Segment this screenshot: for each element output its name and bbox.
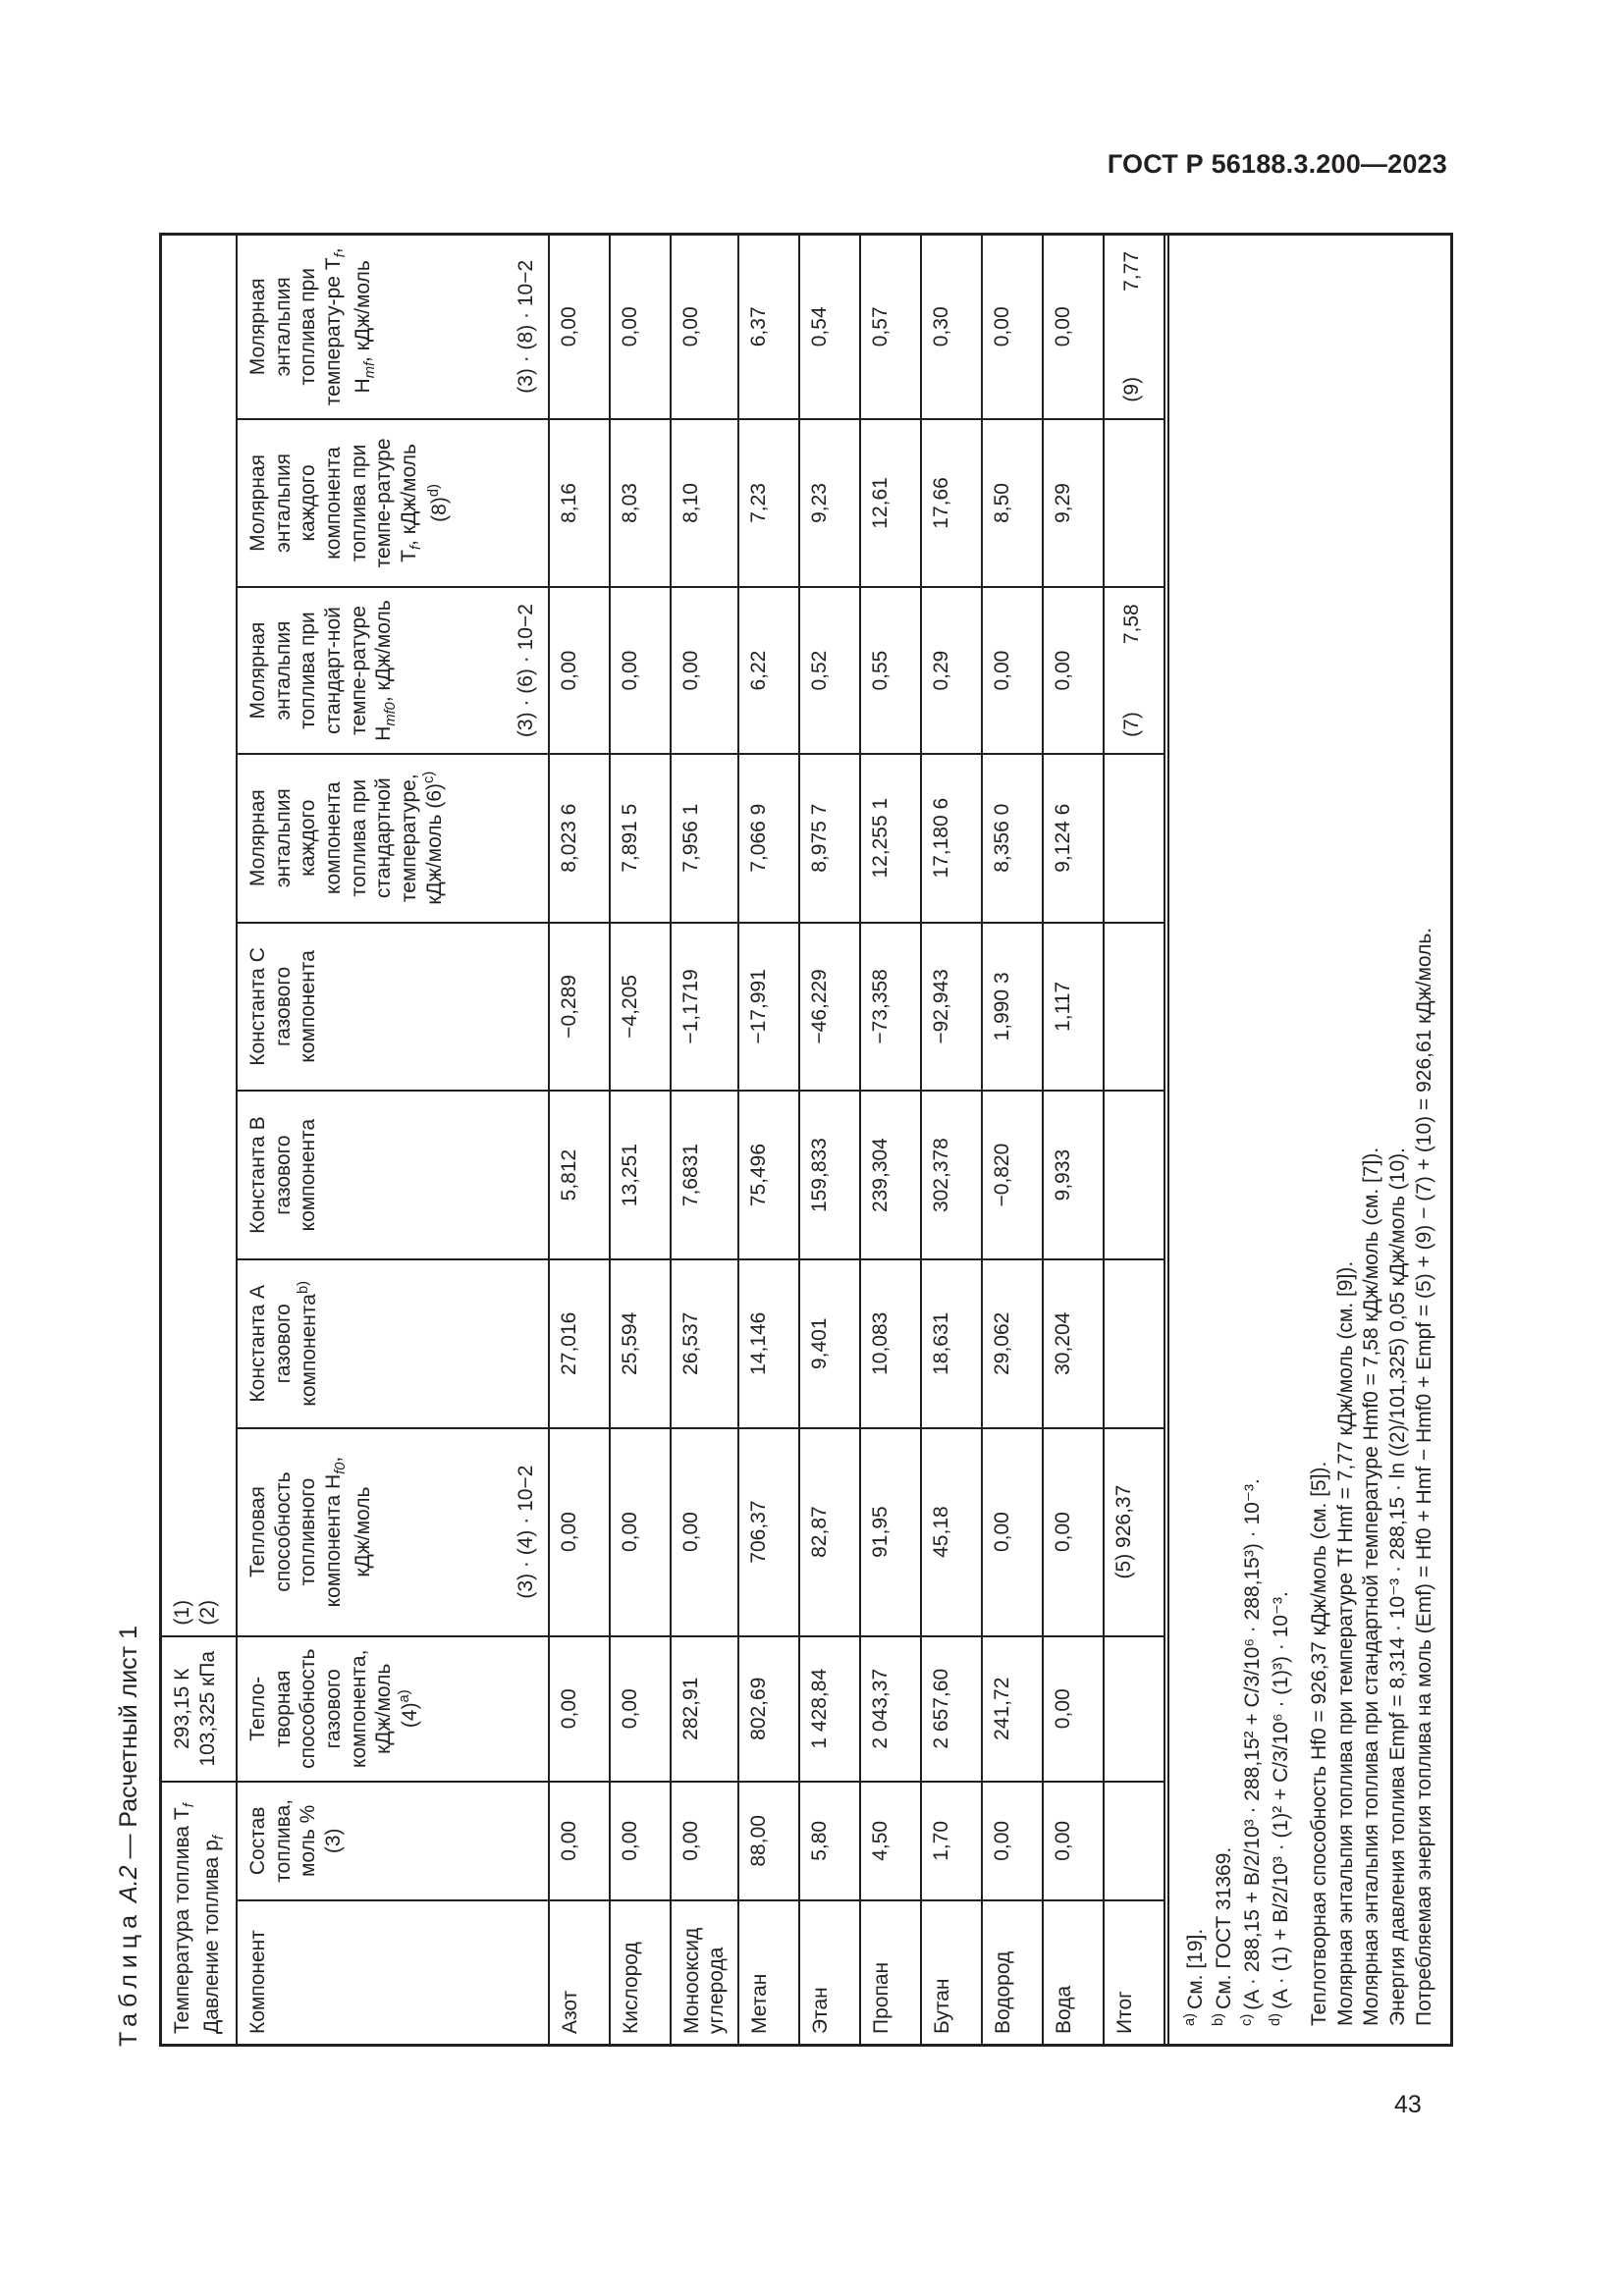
cell-enthalpy-std-fuel: 0,00 xyxy=(671,587,737,754)
cell-empty xyxy=(1104,419,1164,588)
cell-enthalpy-std-fuel: 0,00 xyxy=(610,587,671,754)
cell-component: Пропан xyxy=(860,1900,921,2044)
table-row xyxy=(738,236,799,2044)
cell-empty xyxy=(1104,1782,1164,1900)
cell-enthalpy-tf-component: 7,23 xyxy=(738,419,799,588)
cell-constant-b: 75,496 xyxy=(738,1091,799,1259)
cell-enthalpy-tf-component: 12,61 xyxy=(860,419,921,588)
cell-constant-c: −92,943 xyxy=(921,923,982,1092)
cell-calorific-value: 282,91 xyxy=(671,1636,737,1782)
col-header-constant-c: Константа С газового компонента xyxy=(237,923,549,1092)
cell-component: Вода xyxy=(1043,1900,1104,2044)
col-header-composition: Состав топлива, моль % (3) xyxy=(237,1782,549,1900)
cell-composition: 0,00 xyxy=(549,1782,610,1900)
cell-total-label: Итог xyxy=(1104,1900,1164,2044)
cell-heat-capacity: 82,87 xyxy=(799,1428,860,1636)
footnote-c: $^{c)}$(A · 288,15 + B/2/10³ · 288,15² + C/3/10⁶ · 288,15³) · 10⁻³. xyxy=(1238,1478,1264,2026)
cell-enthalpy-std-component: 7,956 1 xyxy=(671,754,737,923)
cell-enthalpy-tf-component: 8,03 xyxy=(610,419,671,588)
cell-constant-a: 30,204 xyxy=(1043,1259,1104,1428)
conditions-values: 293,15 К 103,325 кПа xyxy=(162,1636,237,1782)
col-header-enthalpy-tf-fuel: Молярная энтальпия топлива при температу-ре $T_f$, $H_{mf}$, кДж/моль (3) · (8) · 10−2 xyxy=(237,236,549,419)
col-header-constant-b: Константа В газового компонента xyxy=(237,1091,549,1259)
cell-enthalpy-std-component: 12,255 1 xyxy=(860,754,921,923)
cell-calorific-value: 0,00 xyxy=(549,1636,610,1782)
table-notes xyxy=(1167,236,1450,2044)
cell-constant-c: −17,991 xyxy=(738,923,799,1092)
cell-calorific-value: 241,72 xyxy=(982,1636,1043,1782)
result-enthalpy-tf: Молярная энтальпия топлива при температуре Tf Hmf = 7,77 кДж/моль (см. [9]). xyxy=(1333,1260,1357,2026)
cell-constant-a: 18,631 xyxy=(921,1259,982,1428)
cell-empty xyxy=(1104,923,1164,1092)
cell-constant-c: −0,289 xyxy=(549,923,610,1092)
cell-enthalpy-tf-component: 17,66 xyxy=(921,419,982,588)
document-code: ГОСТ Р 56188.3.200—2023 xyxy=(1107,149,1447,179)
cell-constant-c: −4,205 xyxy=(610,923,671,1092)
cell-constant-c: 1,990 3 xyxy=(982,923,1043,1092)
table-row xyxy=(1043,236,1104,2044)
cell-calorific-value: 802,69 xyxy=(738,1636,799,1782)
table-row xyxy=(982,236,1043,2044)
table-row xyxy=(860,236,921,2044)
cell-composition: 88,00 xyxy=(738,1782,799,1900)
cell-constant-a: 10,083 xyxy=(860,1259,921,1428)
cell-composition: 0,00 xyxy=(610,1782,671,1900)
cell-enthalpy-std-component: 7,891 5 xyxy=(610,754,671,923)
caption-dash: — xyxy=(115,1834,142,1859)
result-pressure-energy: Энергия давления топлива Empf = 8,314 · 10⁻³ · 288,15 · ln ((2)/101,325) 0,05 кДж/моль (10). xyxy=(1386,1148,1410,2026)
cell-component: Азот xyxy=(549,1900,610,2044)
cell-constant-a: 27,016 xyxy=(549,1259,610,1428)
cell-heat-capacity: 45,18 xyxy=(921,1428,982,1636)
cell-enthalpy-std-component: 9,124 6 xyxy=(1043,754,1104,923)
page-number: 43 xyxy=(1394,2091,1422,2118)
table-row xyxy=(610,236,671,2044)
table-row xyxy=(671,236,737,2044)
cell-heat-capacity: 0,00 xyxy=(1043,1428,1104,1636)
col-header-constant-a: Константа А газового компонента$^{b)}$ xyxy=(237,1259,549,1428)
cell-heat-capacity: 0,00 xyxy=(671,1428,737,1636)
cell-empty xyxy=(1104,1636,1164,1782)
cell-constant-c: −1,1719 xyxy=(671,923,737,1092)
cell-calorific-value: 2 657,60 xyxy=(921,1636,982,1782)
cell-total-heat-capacity: (5) 926,37 xyxy=(1104,1428,1164,1636)
cell-composition: 5,80 xyxy=(799,1782,860,1900)
cell-constant-b: −0,820 xyxy=(982,1091,1043,1259)
footnote-a: $^{a)}$См. [19]. xyxy=(1182,1928,1208,2026)
cell-constant-a: 14,146 xyxy=(738,1259,799,1428)
col-header-component: Компонент xyxy=(237,1900,549,2044)
cell-calorific-value: 0,00 xyxy=(610,1636,671,1782)
cell-enthalpy-tf-component: 9,23 xyxy=(799,419,860,588)
cell-composition: 4,50 xyxy=(860,1782,921,1900)
calculation-table-frame xyxy=(159,233,1453,2047)
col-header-calorific-value: Тепло-творная способность газового компонента, кДж/моль $(4)^{a)}$ xyxy=(237,1636,549,1782)
caption-title: Расчетный лист 1 xyxy=(115,1626,142,1828)
cell-enthalpy-std-fuel: 0,29 xyxy=(921,587,982,754)
cell-enthalpy-std-component: 8,023 6 xyxy=(549,754,610,923)
cell-component: Монооксид углерода xyxy=(671,1900,737,2044)
cell-enthalpy-tf-fuel: 0,00 xyxy=(1043,236,1104,419)
cell-constant-b: 7,6831 xyxy=(671,1091,737,1259)
cell-total-enthalpy-tf: (9) 7,77 xyxy=(1104,236,1164,419)
calculation-table xyxy=(162,236,1165,2044)
col-header-heat-capacity: Тепловая способность топливного компонента $H_{f0}$, кДж/моль (3) · (4) · 10−2 xyxy=(237,1428,549,1636)
cell-enthalpy-std-fuel: 0,52 xyxy=(799,587,860,754)
cell-enthalpy-std-component: 8,975 7 xyxy=(799,754,860,923)
cell-constant-b: 302,378 xyxy=(921,1091,982,1259)
table-row xyxy=(921,236,982,2044)
cell-component: Этан xyxy=(799,1900,860,2044)
cell-heat-capacity: 706,37 xyxy=(738,1428,799,1636)
cell-composition: 1,70 xyxy=(921,1782,982,1900)
cell-constant-b: 239,304 xyxy=(860,1091,921,1259)
column-header-row xyxy=(237,236,549,2044)
cell-empty xyxy=(1104,754,1164,923)
table-row xyxy=(549,236,610,2044)
footnote-b: $^{b)}$См. ГОСТ 31369. xyxy=(1211,1846,1235,2026)
cell-enthalpy-tf-fuel: 0,00 xyxy=(671,236,737,419)
cell-heat-capacity: 0,00 xyxy=(549,1428,610,1636)
cell-enthalpy-tf-component: 8,10 xyxy=(671,419,737,588)
cell-enthalpy-tf-fuel: 0,30 xyxy=(921,236,982,419)
cell-enthalpy-std-fuel: 0,00 xyxy=(549,587,610,754)
cell-constant-b: 159,833 xyxy=(799,1091,860,1259)
cell-calorific-value: 1 428,84 xyxy=(799,1636,860,1782)
cell-enthalpy-tf-component: 8,16 xyxy=(549,419,610,588)
caption-number: А.2 xyxy=(115,1865,142,1903)
cell-enthalpy-tf-component: 9,29 xyxy=(1043,419,1104,588)
cell-component: Метан xyxy=(738,1900,799,2044)
cell-constant-a: 9,401 xyxy=(799,1259,860,1428)
cell-enthalpy-std-component: 17,180 6 xyxy=(921,754,982,923)
col-header-enthalpy-std-fuel: Молярная энтальпия топлива при стандарт-ной темпе-ратуре $H_{mf0}$, кДж/моль (3) · (6) · 10−2 xyxy=(237,587,549,754)
cell-composition: 0,00 xyxy=(1043,1782,1104,1900)
table-row xyxy=(799,236,860,2044)
conditions-row xyxy=(162,236,237,2044)
cell-composition: 0,00 xyxy=(982,1782,1043,1900)
total-row xyxy=(1104,236,1164,2044)
conditions-refs: (1) (2) xyxy=(162,236,237,1636)
cell-constant-a: 29,062 xyxy=(982,1259,1043,1428)
cell-enthalpy-std-fuel: 0,55 xyxy=(860,587,921,754)
cell-heat-capacity: 0,00 xyxy=(610,1428,671,1636)
caption-prefix: Таблица xyxy=(115,1908,142,2047)
cell-enthalpy-std-component: 8,356 0 xyxy=(982,754,1043,923)
cell-constant-b: 5,812 xyxy=(549,1091,610,1259)
cell-empty xyxy=(1104,1259,1164,1428)
cell-enthalpy-std-fuel: 6,22 xyxy=(738,587,799,754)
cell-enthalpy-std-fuel: 0,00 xyxy=(982,587,1043,754)
cell-constant-b: 9,933 xyxy=(1043,1091,1104,1259)
cell-empty xyxy=(1104,1091,1164,1259)
cell-enthalpy-tf-fuel: 0,54 xyxy=(799,236,860,419)
cell-component: Кислород xyxy=(610,1900,671,2044)
result-consumed-energy: Потребляемая энергия топлива на моль (Emf) = Hf0 + Hmf − Hmf0 + Empf = (5) + (9) − (7) + (10) = 926,61 кДж/моль. xyxy=(1413,927,1436,2026)
cell-enthalpy-std-fuel: 0,00 xyxy=(1043,587,1104,754)
cell-enthalpy-tf-fuel: 6,37 xyxy=(738,236,799,419)
cell-enthalpy-tf-component: 8,50 xyxy=(982,419,1043,588)
result-enthalpy-std: Молярная энтальпия топлива при стандартной температуре Hmf0 = 7,58 кДж/моль (см. [7]). xyxy=(1360,1147,1383,2026)
cell-calorific-value: 0,00 xyxy=(1043,1636,1104,1782)
cell-heat-capacity: 91,95 xyxy=(860,1428,921,1636)
cell-heat-capacity: 0,00 xyxy=(982,1428,1043,1636)
footnote-d: $^{d)}$(A · (1) + B/2/10³ · (1)² + C/3/10⁶ · (1)³) · 10⁻³. xyxy=(1267,1591,1292,2026)
cell-constant-a: 25,594 xyxy=(610,1259,671,1428)
cell-enthalpy-tf-fuel: 0,00 xyxy=(549,236,610,419)
cell-constant-c: −46,229 xyxy=(799,923,860,1092)
cell-composition: 0,00 xyxy=(671,1782,737,1900)
cell-component: Бутан xyxy=(921,1900,982,2044)
cell-enthalpy-std-component: 7,066 9 xyxy=(738,754,799,923)
conditions-labels: Температура топлива $T_f$ Давление топлива $p_f$ xyxy=(162,1782,237,2044)
cell-enthalpy-tf-fuel: 0,00 xyxy=(610,236,671,419)
cell-total-enthalpy-std: (7) 7,58 xyxy=(1104,587,1164,754)
cell-enthalpy-tf-fuel: 0,57 xyxy=(860,236,921,419)
cell-calorific-value: 2 043,37 xyxy=(860,1636,921,1782)
cell-constant-a: 26,537 xyxy=(671,1259,737,1428)
cell-constant-b: 13,251 xyxy=(610,1091,671,1259)
col-header-enthalpy-tf-component: Молярная энтальпия каждого компонента топлива при темпе-ратуре $T_f$, кДж/моль $(8)^{d)}$ xyxy=(237,419,549,588)
cell-constant-c: −73,358 xyxy=(860,923,921,1092)
cell-enthalpy-tf-fuel: 0,00 xyxy=(982,236,1043,419)
result-calorific-value: Теплотворная способность Hf0 = 926,37 кДж/моль (см. [5]). xyxy=(1307,1461,1330,2026)
cell-constant-c: 1,117 xyxy=(1043,923,1104,1092)
cell-component: Водород xyxy=(982,1900,1043,2044)
rotated-table-sheet xyxy=(103,221,1458,2047)
table-caption xyxy=(103,1626,154,2047)
col-header-enthalpy-std-component: Молярная энтальпия каждого компонента топлива при стандартной температуре, кДж/моль $(6)^{c)}$ xyxy=(237,754,549,923)
